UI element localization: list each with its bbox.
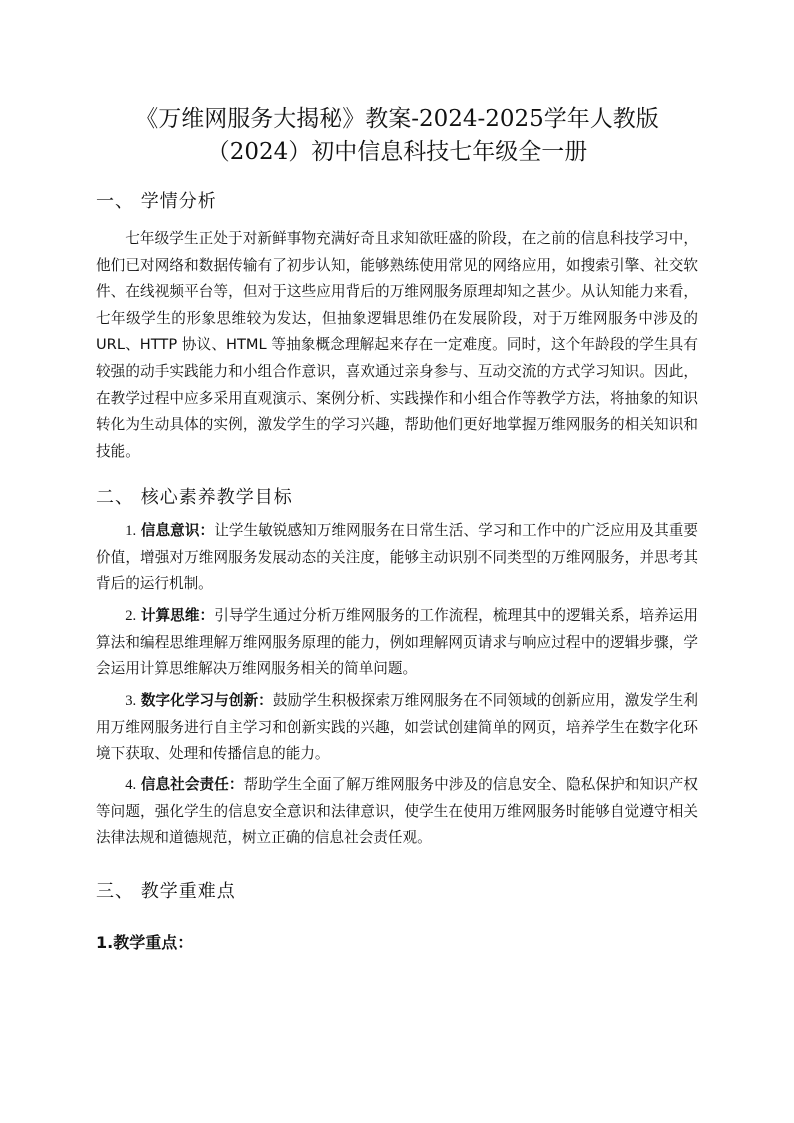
goal-term: 数字化学习与创新： [140, 692, 273, 709]
goal-number: 3. [125, 693, 137, 709]
section-heading-key-difficulties: 三、 教学重难点 [96, 881, 236, 902]
goal-text: 让学生敏锐感知万维网服务在日常生活、学习和工作中的广泛应用及其重要价值，增强对万维网服务发展动态的关注度，能够主动识别不同类型的万维网服务，并思考其背后的运行机制。 [96, 522, 698, 593]
goal-item-digital-learning [96, 688, 698, 768]
learning-analysis-paragraph: 七年级学生正处于对新鲜事物充满好奇且求知欲旺盛的阶段，在之前的信息科技学习中，他们已对网络和数据传输有了初步认知，能够熟练使用常见的网络应用，如搜索引擎、社交软件、在线视频平台等，但对于这些应用背后的万维网服务原理却知之甚少。从认知能力来看，七年级学生的形象思维较为发达，但抽象逻辑思维仍在发展阶段，对于万维网服务中涉及的 URL、HTTP 协议、HTML 等抽象概念理解起来存在一定难度。同时，这个年龄段的学生具有较强的动手实践能力和小组合作意识，喜欢通过亲身参与、互动交流的方式学习知识。因此，在教学过程中应多采用直观演示、案例分析、实践操作和小组合作等教学方法，将抽象的知识转化为生动具体的实例，激发学生的学习兴趣，帮助他们更好地掌握万维网服务的相关知识和技能。 [96, 230, 698, 460]
goal-number: 4. [125, 777, 137, 793]
goal-term: 信息意识： [140, 522, 215, 539]
goal-term: 计算思维： [140, 607, 215, 624]
document-title: 《万维网服务大揭秘》教案-2024-2025学年人教版（2024）初中信息科技七年级全一册 [135, 106, 659, 165]
goal-item-social-responsibility [96, 772, 698, 852]
goal-item-computational-thinking [96, 603, 698, 683]
goal-number: 2. [125, 608, 137, 624]
goal-number: 1. [125, 523, 137, 539]
goal-text: 鼓励学生积极探索万维网服务在不同领域的创新应用，激发学生利用万维网服务进行自主学习和创新实践的兴趣，如尝试创建简单的网页，培养学生在数字化环境下获取、处理和传播信息的能力。 [96, 692, 698, 763]
section-heading-core-goals: 二、 核心素养教学目标 [96, 487, 293, 508]
goal-text: 引导学生通过分析万维网服务的工作流程，梳理其中的逻辑关系，培养运用算法和编程思维理解万维网服务原理的能力，例如理解网页请求与响应过程中的逻辑步骤，学会运用计算思维解决万维网服务相关的简单问题。 [96, 607, 698, 678]
section-heading-learning-analysis: 一、 学情分析 [96, 191, 217, 212]
subheading-teaching-focus: 1.教学重点： [96, 933, 194, 952]
goal-item-information-awareness [96, 518, 698, 598]
goal-text: 帮助学生全面了解万维网服务中涉及的信息安全、隐私保护和知识产权等问题，强化学生的信息安全意识和法律意识，使学生在使用万维网服务时能够自觉遵守相关法律法规和道德规范，树立正确的信息社会责任观。 [96, 776, 698, 847]
goal-term: 信息社会责任： [140, 776, 244, 793]
